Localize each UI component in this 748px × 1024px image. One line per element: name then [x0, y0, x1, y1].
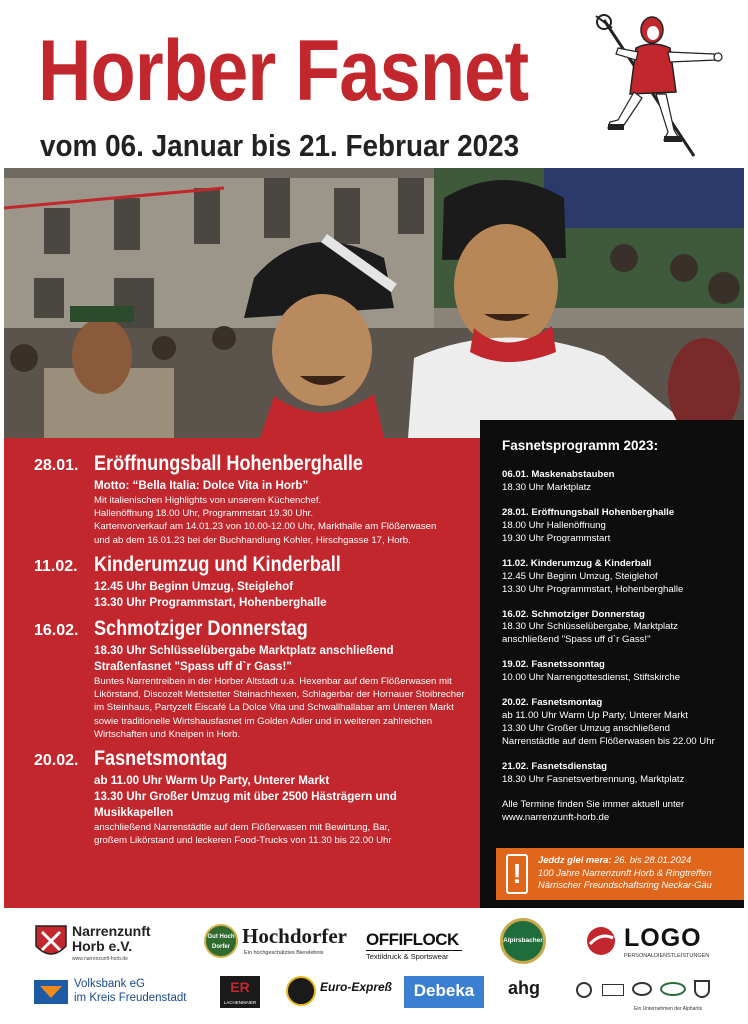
programm-title: Fasnetsprogramm 2023: [502, 438, 659, 453]
jaguar-icon [694, 980, 710, 998]
programm-item-head: 11.02. Kinderumzug & Kinderball [502, 557, 652, 569]
volksbank-name: Volksbank eG [74, 978, 145, 990]
event-line: Hallenöffnung 18.00 Uhr, Programmstart 19.30 Uhr. [94, 508, 314, 520]
programm-item [502, 659, 730, 685]
event-date: 28.01. [34, 457, 79, 474]
volksbank-icon [34, 980, 68, 1004]
euroexpress-logo: Euro-Expreß [320, 980, 393, 994]
programm-item-line: anschließend "Spass uff d`r Gass!" [502, 634, 651, 646]
programm-item [502, 558, 730, 597]
event-line: und ab dem 16.01.23 bei der Buchhandlung Kohler, Hirschgasse 17, Horb. [94, 534, 411, 546]
programm-item [502, 609, 730, 648]
poster-subtitle: vom 06. Januar bis 21. Februar 2023 [40, 128, 520, 163]
euroexpress-badge-icon [286, 976, 316, 1006]
event-title: Kinderumzug und Kinderball [94, 552, 341, 576]
alpirsbacher-logo: Alpirsbacher [500, 918, 546, 964]
narrenzunft-crest-icon [34, 924, 68, 962]
event-line: 13.30 Uhr Programmstart, Hohenberghalle [94, 595, 327, 609]
event-item [34, 553, 466, 611]
offiflock-logo: OFFIFLOCK [366, 930, 459, 949]
programm-item-head: 28.01. Eröffnungsball Hohenberghalle [502, 506, 675, 518]
programm-item [502, 469, 730, 495]
programm-item-line: 12.45 Uhr Beginn Umzug, Steiglehof [502, 570, 658, 582]
announcement-date: 26. bis 28.01.2024 [611, 854, 692, 865]
event-line: anschließend Narrenstädtle auf dem Flößerwasen mit Bewirtung, Bar, [94, 821, 390, 833]
bmw-icon [576, 982, 592, 998]
event-item [34, 452, 466, 547]
logo-swoosh-icon [586, 926, 616, 956]
event-item [34, 747, 466, 847]
event-line: Wirtschaften und Kneipen in Horb. [94, 728, 241, 740]
announcement-line: Närrischer Freundschaftsring Neckar-Gäu [538, 879, 712, 891]
event-date: 11.02. [34, 557, 78, 575]
event-line: Kartenvorverkauf am 14.01.23 von 10.00-12.00 Uhr, Markthalle am Flößerwasen [94, 521, 437, 533]
event-line: Mit italienischen Highlights von unserem Küchenchef. [94, 494, 322, 506]
event-line: Straßenfasnet "Spass uff d`r Gass!" [94, 659, 292, 673]
programm-item-line: 13.30 Uhr Großer Umzug anschließend [502, 723, 670, 735]
programm-item-line: 13.30 Uhr Programmstart, Hohenberghalle [502, 583, 684, 595]
event-highlights-panel [4, 438, 480, 908]
announcement-lead: Jeddz glei mera: [538, 854, 612, 865]
programm-item-head: 21.02. Fasnetsdienstag [502, 760, 608, 772]
event-line: Buntes Narrentreiben in der Horber Altstadt u.a. Hexenbar auf dem Flößerwasen mit [94, 675, 452, 687]
programm-item-line: 18.30 Uhr Marktplatz [502, 481, 592, 493]
volksbank-region: im Kreis Freudenstadt [74, 991, 187, 1004]
announcement-line: 100 Jahre Narrenzunft Horb & Ringtreffen [538, 866, 712, 878]
hochdorfer-tagline: Ein hochgeschätztes Bierelebnis [244, 950, 324, 956]
programm-item-line: 10.00 Uhr Narrengottesdienst, Stiftskirche [502, 672, 681, 684]
programm-item-line: 19.30 Uhr Programmstart [502, 532, 611, 544]
event-line: ab 11.00 Uhr Warm Up Party, Unterer Markt [94, 774, 330, 788]
event-title: Schmotziger Donnerstag [94, 616, 308, 640]
event-line: 12.45 Uhr Beginn Umzug, Steiglehof [94, 579, 294, 593]
programm-item [502, 761, 730, 787]
car-brand-icon [632, 982, 652, 996]
website-link[interactable]: www.narrenzunft-horb.de [502, 811, 610, 823]
event-line: im Steinhaus, Partyzelt Eiscafé La Dolce Vita und Schwallhallabar am Unteren Markt [94, 702, 454, 714]
alphartis-note: Ein Unternehmen der Alphartis [634, 1006, 703, 1012]
programm-item-line: 18.30 Uhr Schlüsselübergabe, Marktplatz [502, 621, 678, 633]
sponsor-bar [0, 910, 748, 1024]
programm-item-head: 06.01. Maskenabstauben [502, 469, 615, 480]
programm-footer-line: Alle Termine finden Sie immer aktuell unter [502, 798, 685, 810]
event-motto: Motto: “Bella Italia: Dolce Vita in Horb” [94, 479, 309, 492]
event-line: Likörstand, Discozelt Mettstetter Steinachhexen, Schlagerbar der Hornauer Stoibrecher [94, 689, 465, 701]
programm-item [502, 507, 730, 546]
lachenmaier-logo: LACHENMAIER [223, 1000, 257, 1005]
volksbank-logo [74, 978, 187, 1006]
ahg-logo: ahg [508, 978, 541, 998]
offiflock-tagline: Textildruck & Sportswear [366, 950, 462, 961]
event-date: 16.02. [34, 621, 79, 639]
lachenmaier-mark-icon: ER [220, 976, 260, 1008]
event-title: Eröffnungsball Hohenberghalle [94, 452, 363, 475]
narrenzunft-url: www.narrenzunft-horb.de [72, 956, 128, 962]
exclamation-icon: ! [506, 854, 528, 894]
carnival-photo [4, 168, 744, 438]
hochdorfer-seal-icon: Gut Hoch Dorfer [204, 924, 238, 958]
logo-wordmark: LOGO [624, 924, 702, 952]
poster-header [0, 0, 748, 168]
programm-item [502, 697, 730, 749]
landrover-icon [660, 982, 686, 996]
event-line: sowie traditionelle Wirtshausfasnet im Golden Adler und in weiteren zahlreichen [94, 715, 433, 727]
programm-item-head: 19.02. Fasnetssonntag [502, 659, 605, 671]
programm-item-line: ab 11.00 Uhr Warm Up Party, Unterer Markt [502, 710, 688, 722]
event-date: 20.02. [34, 752, 79, 770]
logo-tagline: PERSONALDIENSTLEISTUNGEN [624, 953, 710, 959]
carnival-photo-illustration [4, 168, 744, 438]
programm-item-line: 18.30 Uhr Fasnetsverbrennung, Marktplatz [502, 773, 685, 785]
programm-footer [502, 799, 730, 825]
event-line: 18.30 Uhr Schlüsselübergabe Marktplatz anschließend [94, 643, 394, 657]
jester-figure-icon [590, 8, 730, 158]
announcement-box [496, 848, 744, 900]
mini-icon [602, 984, 624, 996]
programm-item-line: 18.00 Uhr Hallenöffnung [502, 519, 606, 531]
event-line: 13.30 Uhr Großer Umzug mit über 2500 Hästrägern und Musikkapellen [94, 790, 397, 819]
event-title: Fasnetsmontag [94, 747, 228, 771]
programm-item-head: 20.02. Fasnetsmontag [502, 697, 603, 709]
narrenzunft-logo-text: Narrenzunft Horb e.V. [72, 923, 151, 954]
programm-item-line: Narrenstädtle auf dem Flößerwasen bis 22.00 Uhr [502, 736, 715, 747]
hochdorfer-logo: Hochdorfer [242, 924, 347, 948]
poster-title: Horber Fasnet [38, 23, 529, 119]
programm-panel [480, 420, 744, 908]
event-item [34, 617, 466, 741]
debeka-logo: Debeka [404, 976, 484, 1008]
event-line: großem Likörstand und leckeren Food-Trucks von 11.30 bis 22.00 Uhr [94, 835, 392, 847]
programm-item-head: 16.02. Schmotziger Donnerstag [502, 608, 645, 620]
